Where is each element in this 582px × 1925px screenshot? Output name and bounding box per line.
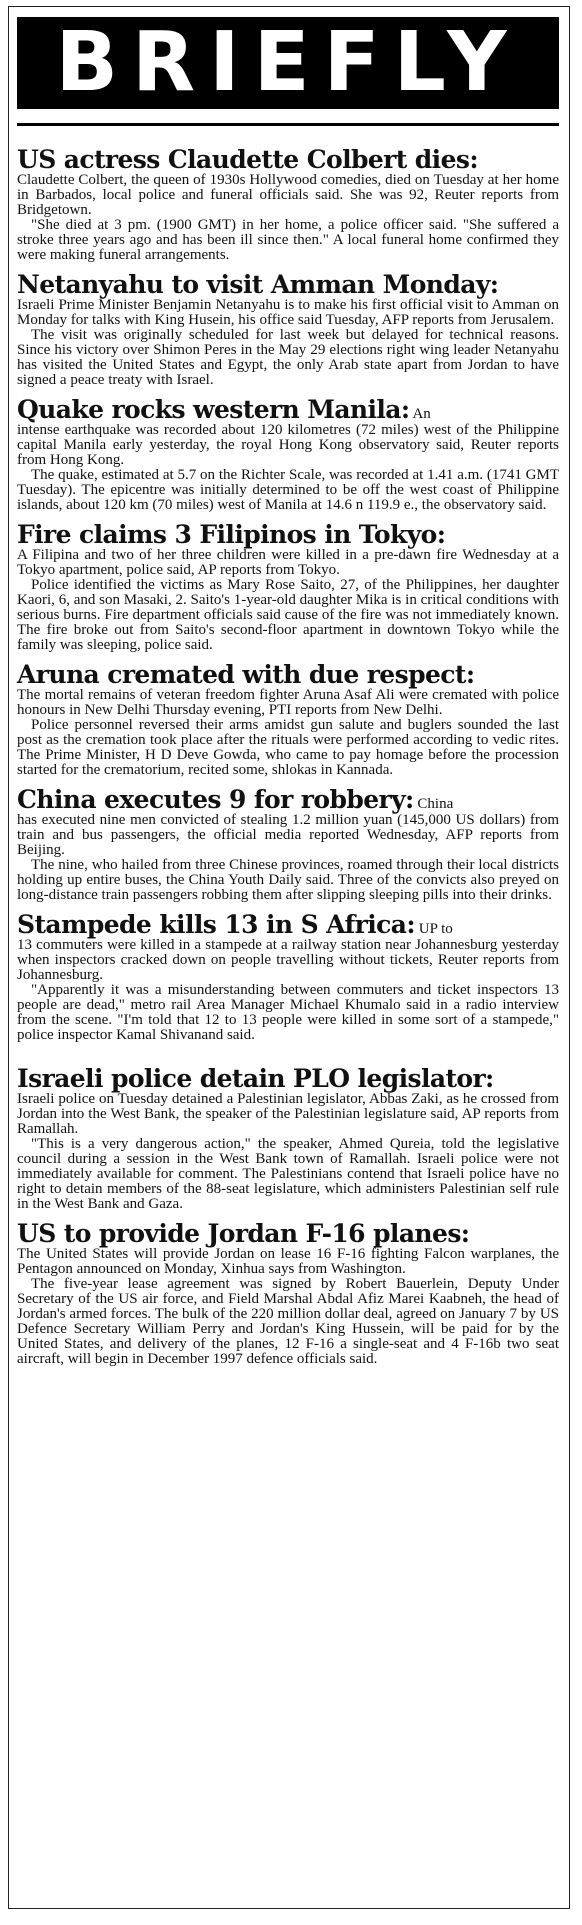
story-paragraph: intense earthquake was recorded about 120 kilometres (72 miles) west of the Philippine capital Manila early yesterday, the royal Hong Kong observatory said, Reuter reports from Hong Kong. [17, 422, 559, 468]
story-lead-in: An [412, 406, 431, 422]
story-paragraph: The quake, estimated at 5.7 on the Richter Scale, was recorded at 1.41 a.m. (1741 GMT Tuesday). The epicentre was initially determined to be off the west coast of Philippine islands, about 120 km (70 miles) west of Manila at 14.6 n 119.9 e., the observatory said. [17, 467, 559, 513]
section-gap [17, 1051, 559, 1065]
story-headline: Israeli police detain PLO legislator: [17, 1064, 494, 1093]
story-headline: Fire claims 3 Filipinos in Tokyo: [17, 520, 446, 549]
story-paragraph: Israeli police on Tuesday detained a Palestinian legislator, Abbas Zaki, as he crossed from Jordan into the West Bank, the speaker of the Palestinian legislature said, AP reports from Ramallah. [17, 1091, 559, 1137]
story-paragraph: The United States will provide Jordan on lease 16 F-16 fighting Falcon warplanes, the Pentagon announced on Monday, Xinhua says from Washington. [17, 1246, 559, 1277]
story-paragraph: The five-year lease agreement was signed by Robert Bauerlein, Deputy Under Secretary of the US air force, and Field Marshal Abdal Afiz Marei Kaabneh, the head of Jordan's armed forces. The bulk of the 220 million dollar deal, agreed on January 7 by US Defence Secretary William Perry and Jordan's King Hussein, will be paid for by the United States, and delivery of the planes, 12 F-16 a single-seat and 4 F-16b two seat aircraft, will begin in December 1997 defence officials said. [17, 1276, 559, 1367]
story-headline: US to provide Jordan F-16 planes: [17, 1219, 470, 1248]
story-stampede [17, 911, 559, 1043]
story-body [17, 396, 559, 513]
story-body [17, 786, 559, 903]
masthead-rule [17, 123, 559, 126]
story-paragraph: has executed nine men convicted of stealing 1.2 million yuan (145,000 US dollars) from train and bus passengers, the official media reported Wednesday, AFP reports from Beijing. [17, 812, 559, 858]
story-headline: China executes 9 for robbery: [17, 785, 414, 814]
story-body [17, 521, 559, 653]
masthead-title: BRIEFLY [17, 17, 559, 109]
story-colbert [17, 146, 559, 263]
story-headline: Stampede kills 13 in S Africa: [17, 910, 415, 939]
story-body [17, 1220, 559, 1367]
story-headline: US actress Claudette Colbert dies: [17, 145, 478, 174]
story-paragraph: Israeli Prime Minister Benjamin Netanyahu is to make his first official visit to Amman on Monday for talks with King Husein, his office said Tuesday, AFP reports from Jerusalem. [17, 297, 559, 328]
story-paragraph: Police identified the victims as Mary Rose Saito, 27, of the Philippines, her daughter Kaori, 6, and son Masaki, 2. Saito's 1-year-old daughter Mika is in critical conditions with serious burns. Fire department officials said cause of the fire was not immediately known. The fire broke out from Saito's second-floor apartment in downtown Tokyo while the family was sleeping, police said. [17, 577, 559, 653]
story-paragraph: Claudette Colbert, the queen of 1930s Hollywood comedies, died on Tuesday at her home in Barbados, local police and funeral officials said. She was 92, Reuter reports from Bridgetown. [17, 172, 559, 218]
story-headline: Quake rocks western Manila: [17, 395, 410, 424]
story-body [17, 1065, 559, 1212]
story-paragraph: A Filipina and two of her three children were killed in a pre-dawn fire Wednesday at a Tokyo apartment, police said, AP reports from Tokyo. [17, 547, 559, 578]
story-headline: Aruna cremated with due respect: [17, 660, 475, 689]
story-lead-in: UP to [418, 921, 453, 937]
story-tokyo-fire [17, 521, 559, 653]
story-body [17, 661, 559, 778]
story-paragraph: "Apparently it was a misunderstanding between commuters and ticket inspectors 13 people are dead," metro rail Area Manager Michael Khumalo said in a radio interview from the scene. "I'm told that 12 to 13 people were killed in some sort of a stampede," police inspector Kamal Shivanand said. [17, 982, 559, 1043]
story-paragraph: The nine, who hailed from three Chinese provinces, roamed through their local districts holding up entire buses, the China Youth Daily said. Three of the convicts also preyed on long-distance train passengers robbing them after slipping sleeping pills into their drinks. [17, 857, 559, 903]
story-plo-legislator [17, 1065, 559, 1212]
briefly-column [8, 6, 570, 1909]
story-body [17, 146, 559, 263]
story-jordan-f16 [17, 1220, 559, 1367]
story-netanyahu [17, 271, 559, 388]
story-body [17, 271, 559, 388]
story-headline: Netanyahu to visit Amman Monday: [17, 270, 499, 299]
story-aruna [17, 661, 559, 778]
story-paragraph: Police personnel reversed their arms amidst gun salute and buglers sounded the last post as the cremation took place after the rituals were performed according to vedic rites. The Prime Minister, H D Deve Gowda, who came to pay homage before the procession started for the crematorium, recited some, shlokas in Kannada. [17, 717, 559, 778]
story-paragraph: "She died at 3 pm. (1900 GMT) in her home, a police officer said. "She suffered a stroke three years ago and has been ill since then." A local funeral home confirmed they were making funeral arrangements. [17, 217, 559, 263]
story-paragraph: The mortal remains of veteran freedom fighter Aruna Asaf Ali were cremated with police honours in New Delhi Thursday evening, PTI reports from New Delhi. [17, 687, 559, 718]
story-lead-in: China [417, 796, 454, 812]
story-body [17, 911, 559, 1043]
story-paragraph: "This is a very dangerous action," the speaker, Ahmed Qureia, told the legislative council during a session in the West Bank town of Ramallah. Israeli police were not immediately available for comment. The Palestinians contend that Israeli police have no right to detain members of the 88-seat legislature, which administers Palestinian self rule in the West Bank and Gaza. [17, 1136, 559, 1212]
story-paragraph: The visit was originally scheduled for last week but delayed for technical reasons. Since his victory over Shimon Peres in the May 29 elections right wing leader Netanyahu has visited the United States and Egypt, the only Arab state apart from Jordan to have signed a peace treaty with Israel. [17, 327, 559, 388]
story-china-executions [17, 786, 559, 903]
story-paragraph: 13 commuters were killed in a stampede at a railway station near Johannesburg yesterday when inspectors cracked down on people travelling without tickets, Reuter reports from Johannesburg. [17, 937, 559, 983]
story-manila-quake [17, 396, 559, 513]
